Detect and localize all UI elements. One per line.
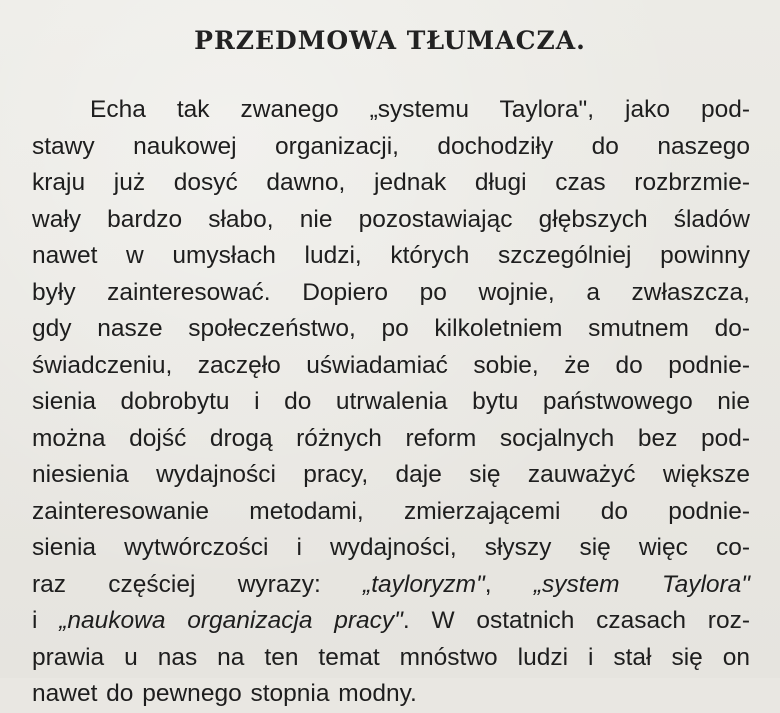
- italic-term: „tayloryzm": [363, 570, 485, 598]
- text-line: sienia dobrobytu i do utrwalenia bytu państwowego nie: [32, 388, 750, 415]
- text-fragment: ,: [484, 570, 534, 598]
- text-line: nawet do pewnego stopnia modny.: [32, 680, 417, 707]
- text-line: Echa tak zwanego „systemu Taylora", jako pod-: [90, 96, 750, 123]
- italic-term: „system Taylora": [533, 570, 750, 598]
- text-line: gdy nasze społeczeństwo, po kilkoletniem smutnem do-: [32, 315, 750, 342]
- text-line: nawet w umysłach ludzi, których szczególniej powinny: [32, 242, 750, 269]
- text-line: były zainteresować. Dopiero po wojnie, a zwłaszcza,: [32, 278, 750, 306]
- text-fragment: raz częściej wyrazy:: [32, 570, 364, 598]
- text-line: stawy naukowej organizacji, dochodziły do naszego: [32, 132, 750, 160]
- text-line: sienia wytwórczości i wydajności, słyszy się więc co-: [32, 534, 750, 561]
- text-line: zainteresowanie metodami, zmierzającemi do podnie-: [32, 497, 750, 525]
- text-line: [32, 603, 750, 640]
- text-line: prawia u nas na ten temat mnóstwo ludzi i stał się on: [32, 643, 750, 671]
- text-line: [32, 567, 750, 604]
- page-title: PRZEDMOWA TŁUMACZA.: [194, 26, 586, 55]
- italic-term: „naukowa organizacja pracy": [59, 607, 403, 634]
- text-line: kraju już dosyć dawno, jednak długi czas rozbrzmie-: [32, 169, 750, 196]
- text-line: niesienia wydajności pracy, daje się zauważyć większe: [32, 461, 750, 488]
- text-line: można dojść drogą różnych reform socjalnych bez pod-: [32, 424, 750, 452]
- text-line: wały bardzo słabo, nie pozostawiając głębszych śladów: [32, 205, 750, 233]
- text-fragment: i: [32, 607, 60, 634]
- text-fragment: . W ostatnich czasach roz-: [402, 607, 751, 634]
- text-line: świadczeniu, zaczęło uświadamiać sobie, że do podnie-: [32, 351, 750, 379]
- paragraph: [32, 92, 750, 713]
